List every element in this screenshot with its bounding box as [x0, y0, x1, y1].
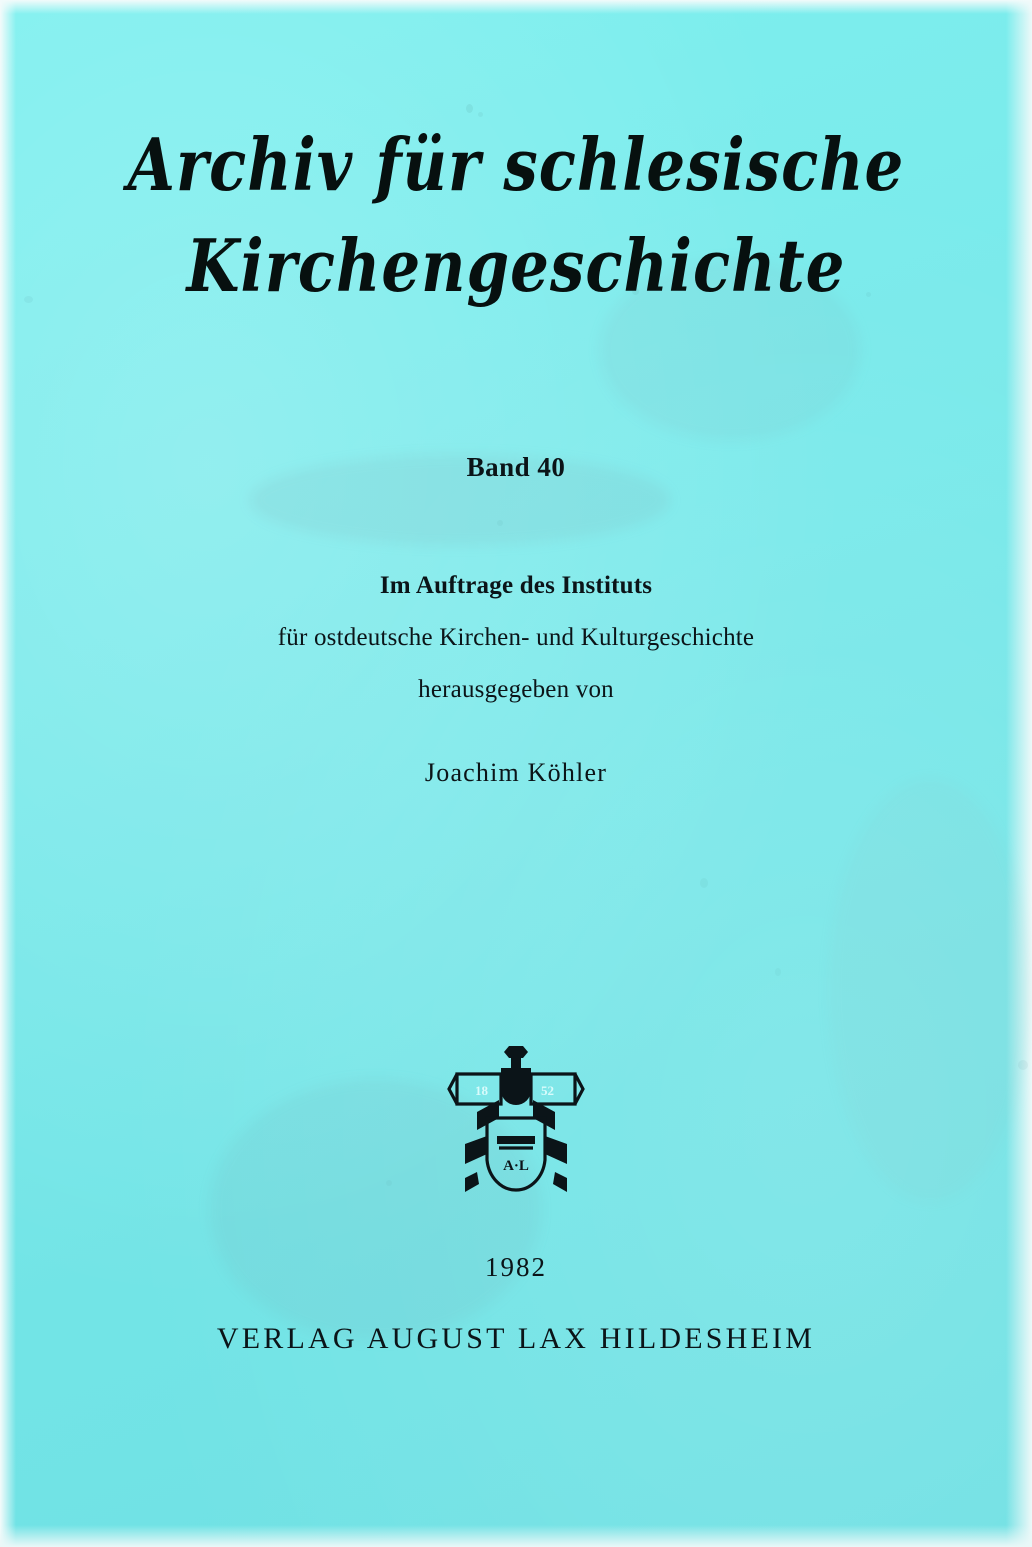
credits-block: [0, 560, 1032, 716]
title-line-1: Archiv für schlesische: [127, 124, 905, 208]
publisher-logo: [0, 1040, 1032, 1210]
publisher-crest-icon: [441, 1040, 591, 1210]
crest-year-right: 52: [541, 1083, 554, 1098]
title-line-2: Kirchengeschichte: [186, 225, 846, 309]
cover-title: [0, 124, 1032, 309]
credits-line-3: herausgegeben von: [418, 676, 614, 703]
credits-line-2: für ostdeutsche Kirchen- und Kulturgeschichte: [277, 624, 755, 651]
publication-year: 1982: [485, 1252, 547, 1282]
editor-name: Joachim Köhler: [424, 758, 608, 787]
publisher-name: VERLAG AUGUST LAX HILDESHEIM: [216, 1322, 816, 1355]
credits-line-1: Im Auftrage des Instituts: [379, 572, 653, 599]
crest-year-left: 18: [475, 1083, 488, 1098]
volume-label: Band 40: [466, 452, 566, 482]
crest-monogram: A·L: [503, 1158, 529, 1174]
